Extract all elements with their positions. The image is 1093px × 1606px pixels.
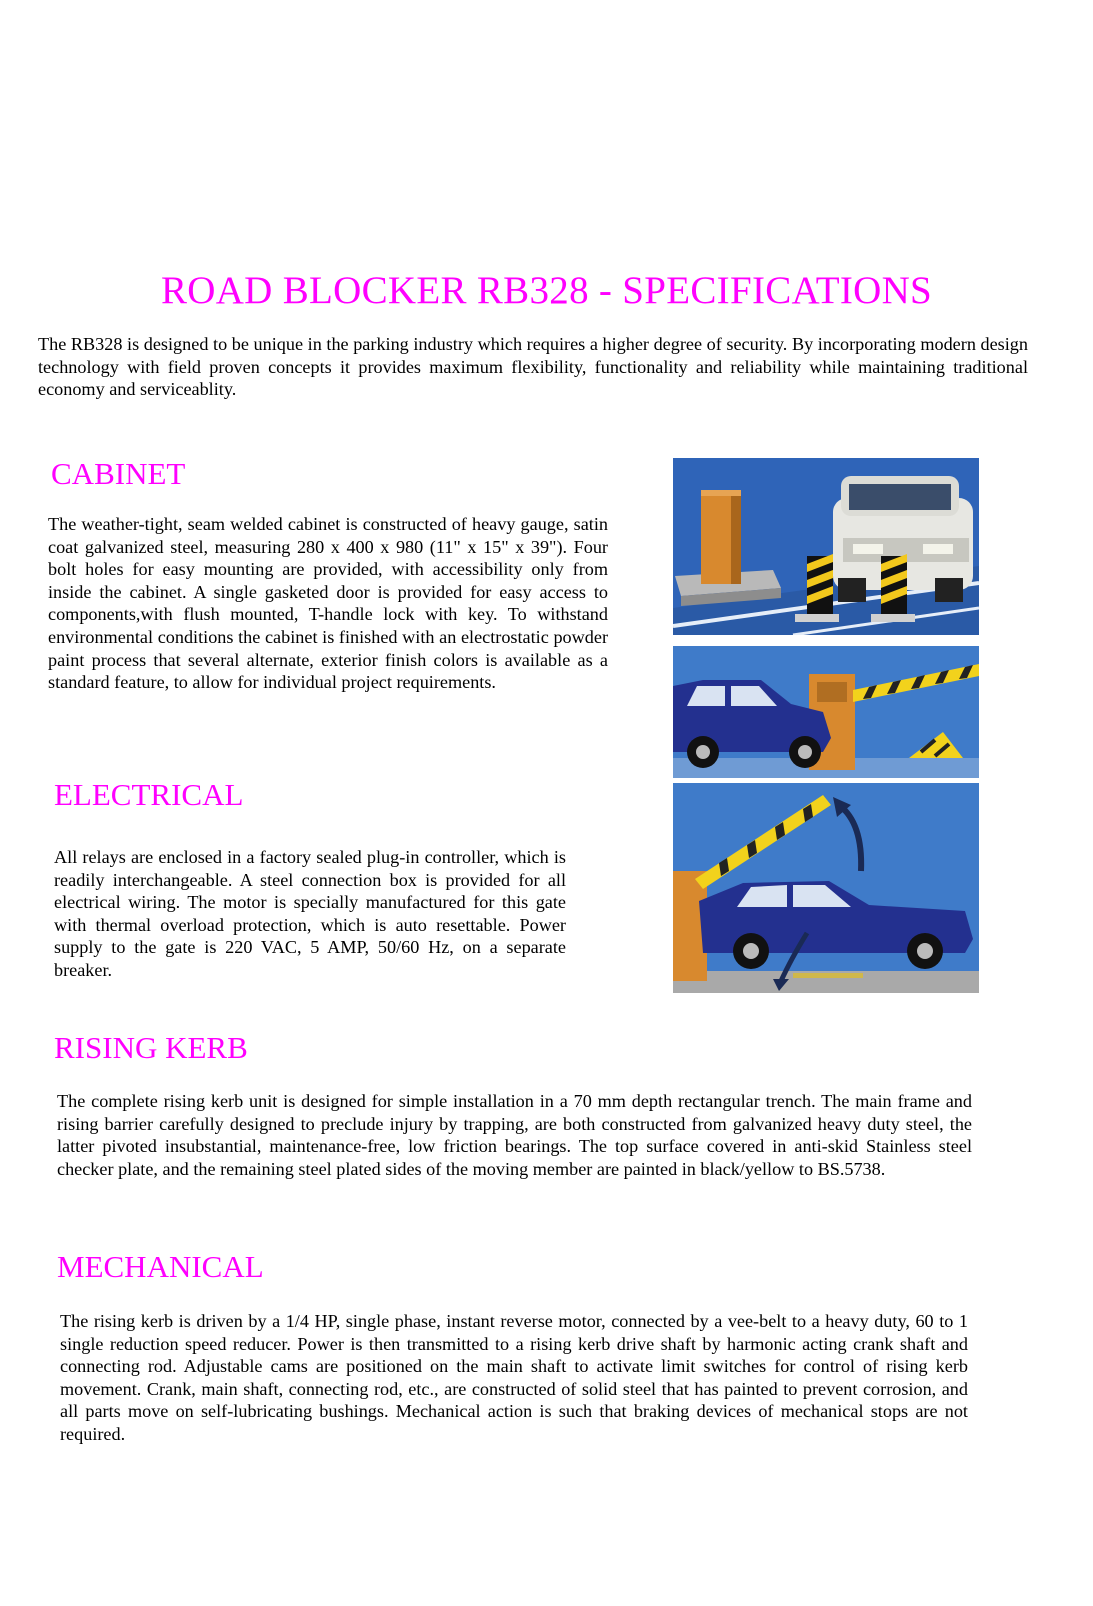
van-on-rising-kerb-image: [673, 458, 979, 635]
electrical-heading: ELECTRICAL: [54, 777, 244, 812]
cabinet-paragraph: The weather-tight, seam welded cabinet is constructed of heavy gauge, satin coat galvanized steel, measuring 280 x 400 x 980 (11" x 15" x 39"). Four bolt holes for easy mounting are provided, with accessibility only from inside the cabinet. A single gasketed door is provided for easy access to components,with flush mounted, T-handle lock with key. To withstand environmental conditions the cabinet is finished with an electrostatic powder paint process that several alternate, exterior finish colors is available as a standard feature, to allow for individual project requirements.: [48, 514, 608, 693]
rising-kerb-paragraph: The complete rising kerb unit is designed for simple installation in a 70 mm depth rectangular trench. The main frame and rising barrier carefully designed to preclude injury by trapping, are both constructed from galvanized heavy duty steel, the latter pivoted insubstantial, maintenance-free, low friction bearings. The top surface covered in anti-skid Stainless steel checker plate, and the remaining steel plated sides of the moving member are painted in black/yellow to BS.5738.: [57, 1091, 972, 1179]
mechanical-paragraph: The rising kerb is driven by a 1/4 HP, single phase, instant reverse motor, connected by a vee-belt to a heavy duty, 60 to 1 single reduction speed reducer. Power is then transmitted to a rising kerb drive shaft by harmonic acting crank shaft and connecting rod. Adjustable cams are positioned on the main shaft to activate limit switches for control of rising kerb movement. Crank, main shaft, connecting rod, etc., are constructed of solid steel that has painted to prevent corrosion, and all parts move on self-lubricating bushings. Mechanical action is such that braking devices of mechanical stops are not required.: [60, 1311, 968, 1444]
car-passing-barrier-image: [673, 783, 979, 993]
car-at-barrier-image: [673, 646, 979, 778]
mechanical-heading: MECHANICAL: [57, 1249, 264, 1284]
intro-paragraph: The RB328 is designed to be unique in the parking industry which requires a higher degree of security. By incorporating modern design technology with field proven concepts it provides maximum flexibility, functionality and reliability while maintaining traditional economy and serviceablity.: [38, 334, 1028, 400]
page-title: ROAD BLOCKER RB328 - SPECIFICATIONS: [160, 269, 933, 312]
cabinet-heading: CABINET: [51, 456, 186, 491]
rising-kerb-heading: RISING KERB: [54, 1030, 248, 1065]
electrical-paragraph: All relays are enclosed in a factory sealed plug-in controller, which is readily interchangeable. A steel connection box is provided for all electrical wiring. The motor is specially manufactured for this gate with thermal overload protection, which is auto resettable. Power supply to the gate is 220 VAC, 5 AMP, 50/60 Hz, on a separate breaker.: [54, 847, 566, 980]
